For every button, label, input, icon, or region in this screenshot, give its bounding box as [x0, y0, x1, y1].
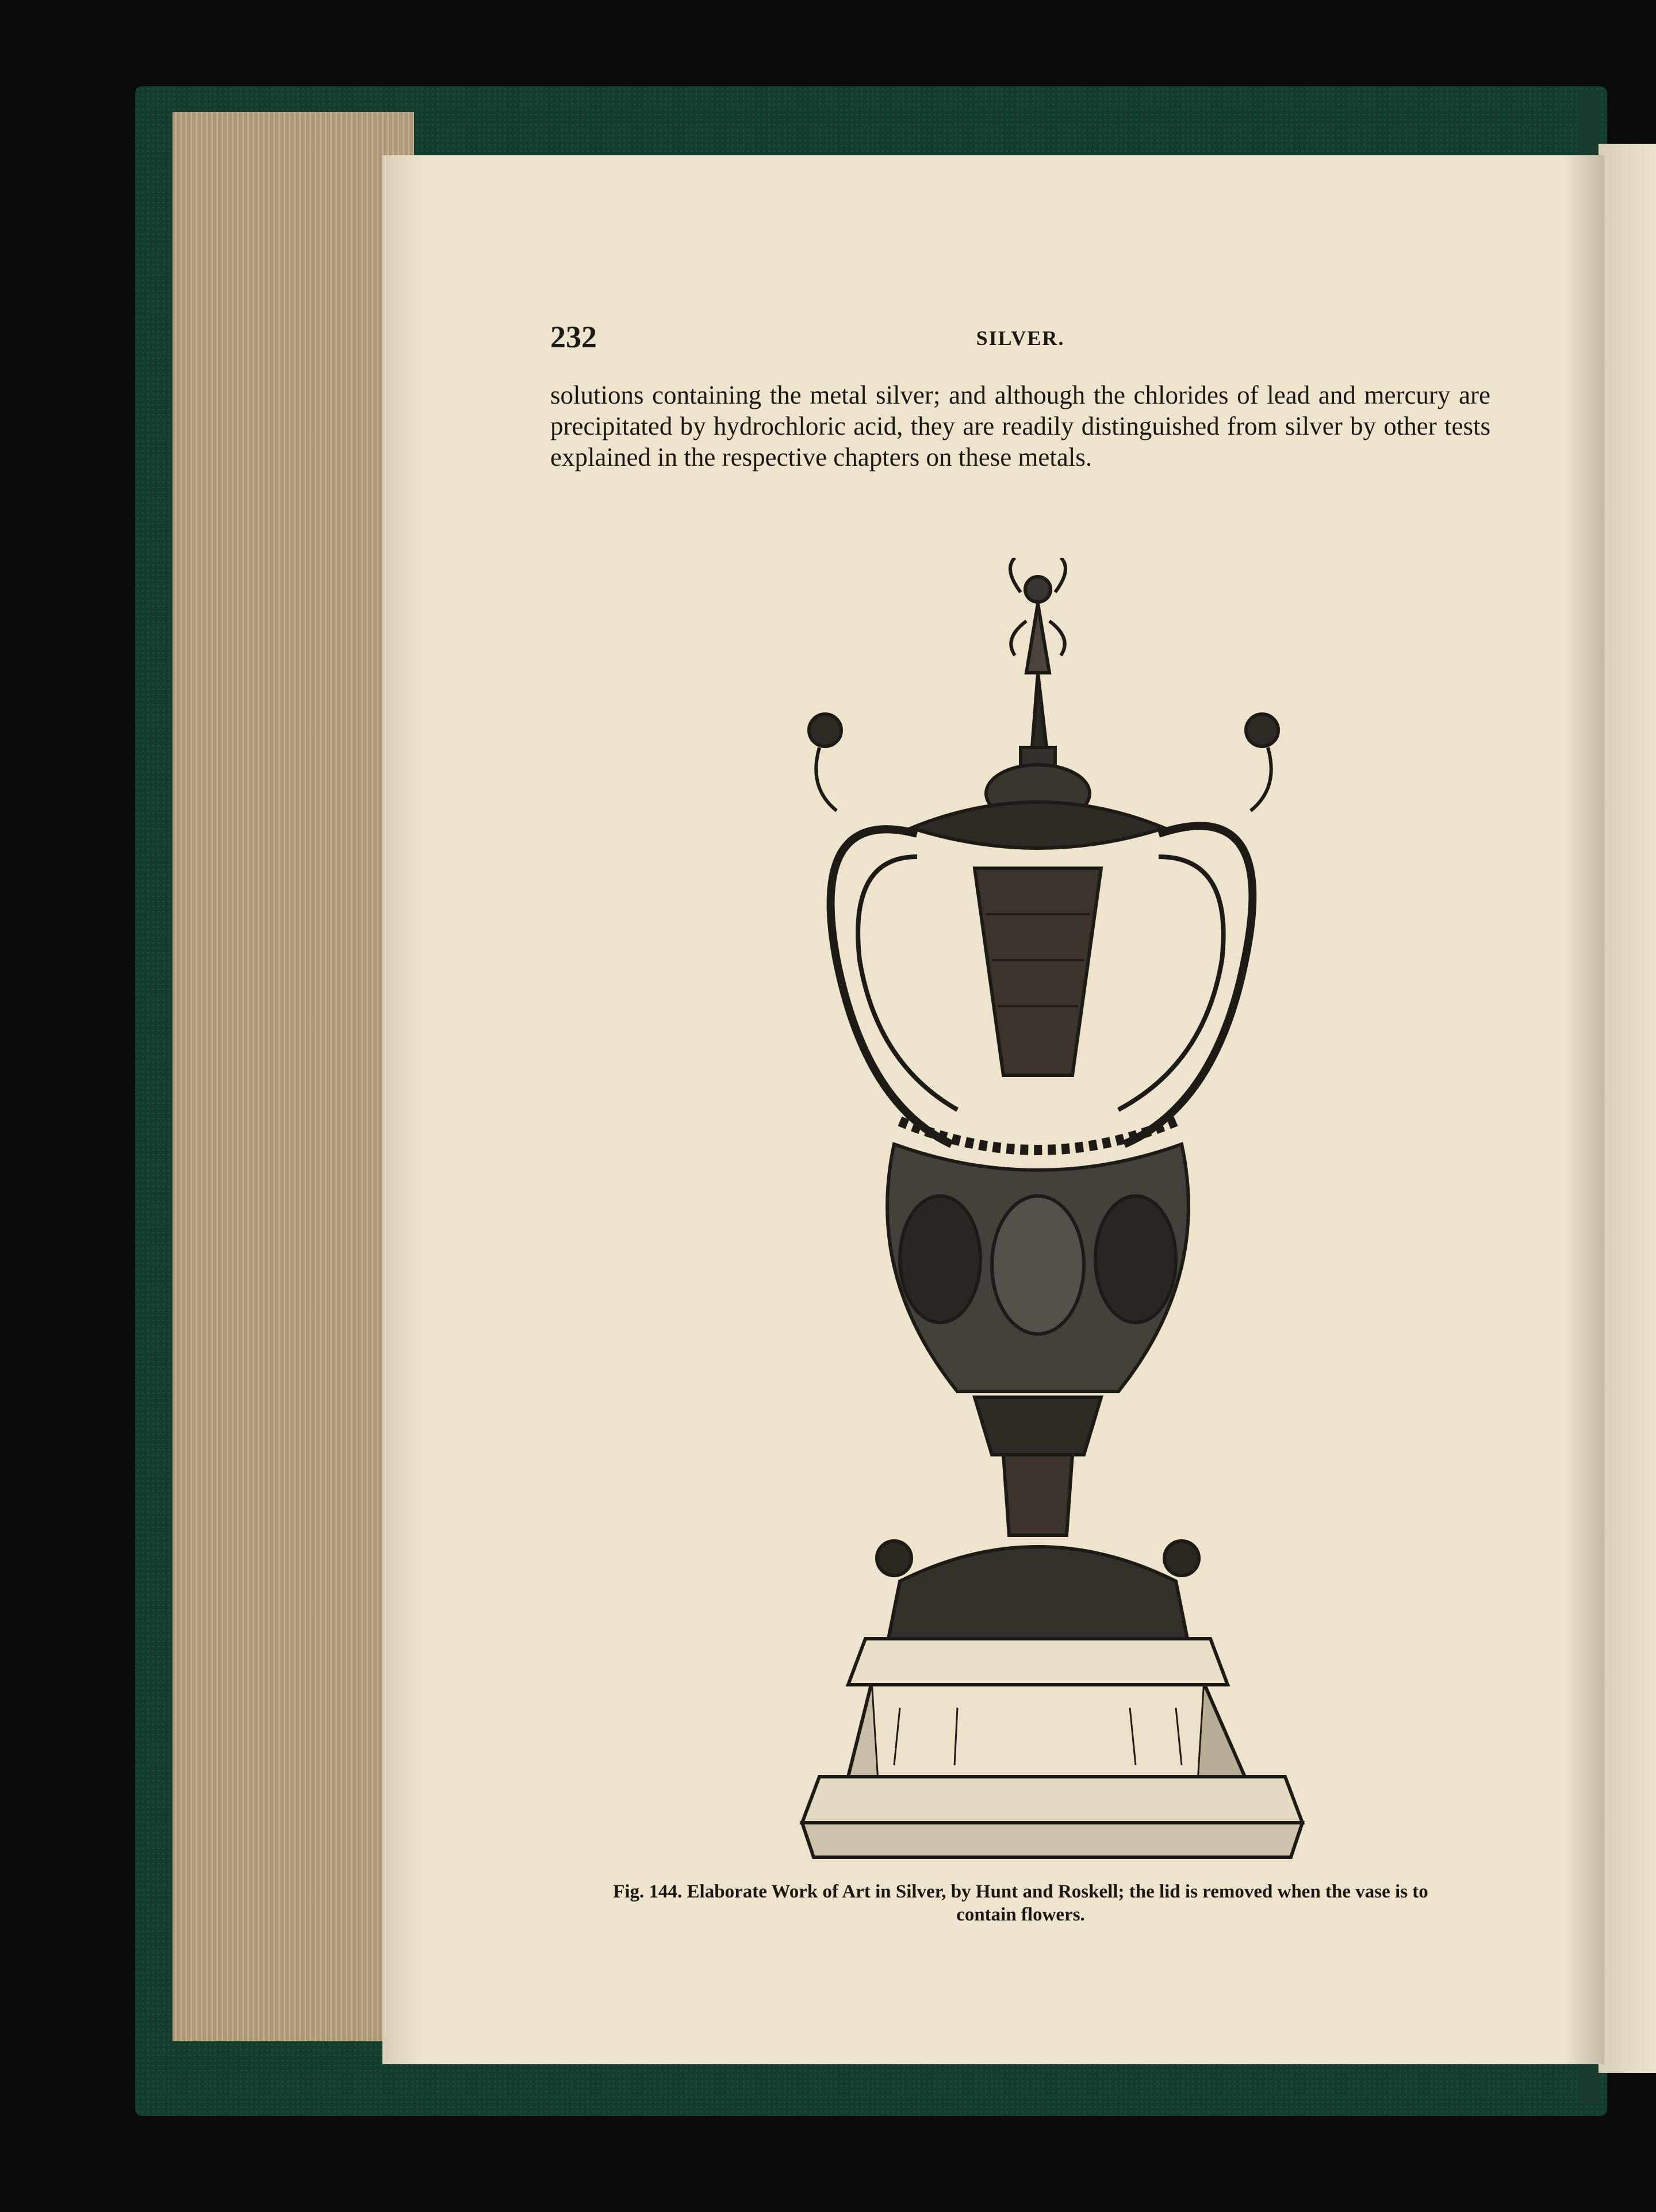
silver-vase-illustration: [785, 558, 1314, 1869]
page-header: [550, 319, 1490, 359]
figure-label: Fig. 144.: [613, 1881, 683, 1902]
figure-caption-text: Elaborate Work of Art in Silver, by Hunt and Roskell; the lid is removed when the vase is to contain flowers.: [687, 1881, 1428, 1925]
figure-caption: [601, 1880, 1440, 1926]
running-title: SILVER.: [976, 327, 1065, 350]
lid-figurine: [1010, 558, 1065, 747]
body-paragraph: solutions containing the metal silver; and although the chlorides of lead and mercury are precipitated by hydrochloric acid, they are readily distinguished from silver by other tests explained in the respective chapters on these metals.: [550, 381, 1490, 471]
page-block-edges: [172, 112, 414, 2041]
book-page: [382, 155, 1604, 2064]
facing-page-edge: [1598, 144, 1656, 2073]
page-number: 232: [550, 320, 597, 354]
